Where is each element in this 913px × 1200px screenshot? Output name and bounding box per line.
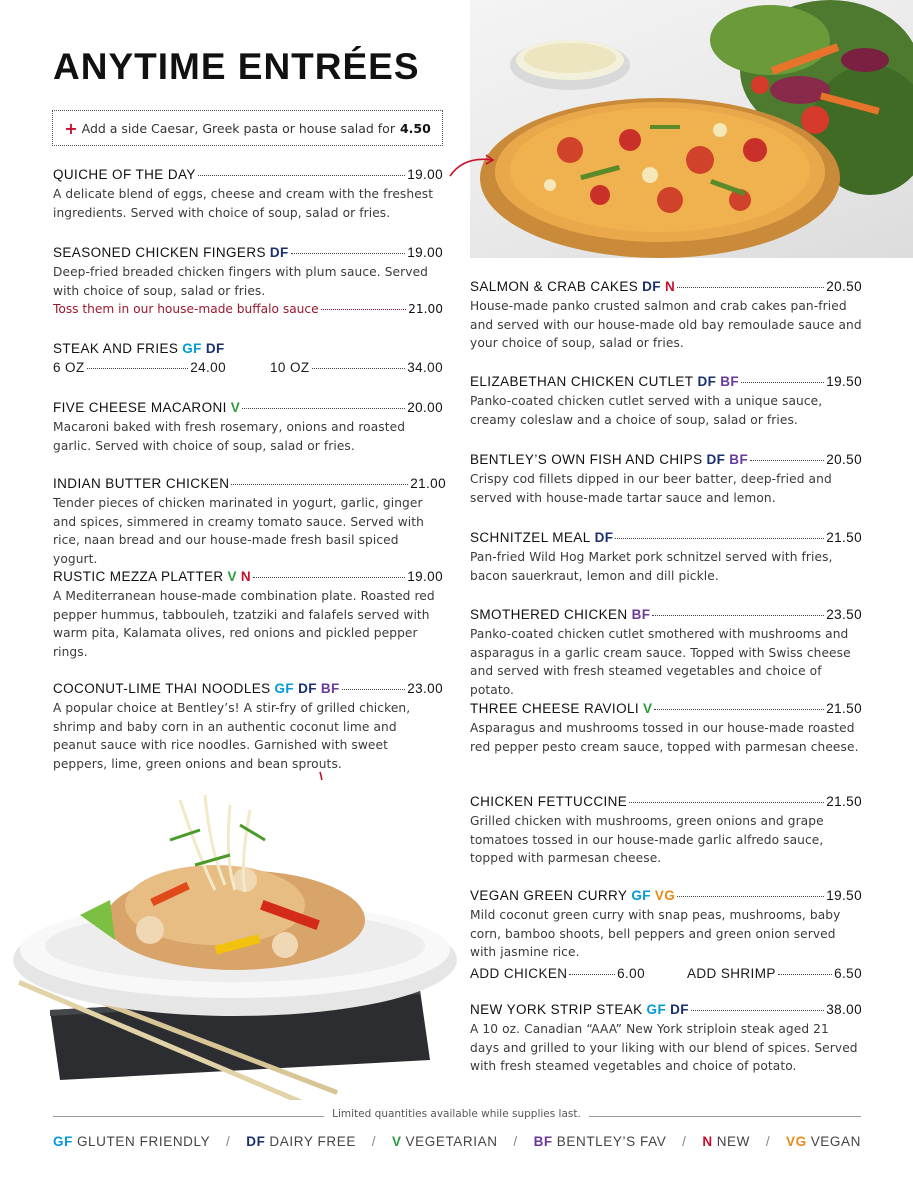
- item-name: SCHNITZEL MEAL: [470, 530, 591, 545]
- tag-bf: BF: [729, 452, 749, 467]
- menu-item-macaroni: [53, 400, 443, 455]
- menu-item-steak-fries: [53, 341, 443, 375]
- item-name: VEGAN GREEN CURRY: [470, 888, 628, 903]
- legend-code: DF: [246, 1134, 266, 1149]
- tag-df: DF: [205, 341, 225, 356]
- item-price: 23.50: [826, 607, 862, 622]
- option-label: 10 OZ: [270, 360, 310, 375]
- footer-note: [0, 1108, 913, 1120]
- menu-item-thai-noodles: [53, 681, 443, 773]
- option-price: 24.00: [190, 360, 226, 375]
- item-description: Panko-coated chicken cutlet served with a unique sauce, creamy coleslaw and a choice of soup, salad or fries.: [470, 394, 823, 427]
- upgrade-text: Toss them in our house-made buffalo sauce: [53, 302, 319, 316]
- item-price: 19.00: [407, 167, 443, 182]
- legend-separator: /: [513, 1134, 518, 1149]
- plus-icon: +: [64, 118, 78, 138]
- side-salad-note: [52, 110, 443, 146]
- legend-df: [246, 1134, 356, 1149]
- tag-df: DF: [697, 374, 717, 389]
- thai-noodles-photo: [0, 780, 462, 1100]
- item-price: 20.50: [826, 452, 862, 467]
- item-description: Tender pieces of chicken marinated in yogurt, garlic, ginger and spices, simmered in creamy tomato sauce. Served with rice, naan bread and our house-made fresh basil spiced yogurt.: [53, 496, 424, 566]
- legend-code: V: [391, 1134, 402, 1149]
- menu-item-ravioli: [470, 701, 862, 756]
- menu-item-schnitzel: [470, 530, 862, 585]
- tag-n: N: [240, 569, 252, 584]
- tag-df: DF: [642, 279, 661, 294]
- item-name: QUICHE OF THE DAY: [53, 167, 196, 182]
- noodle-bowl: [13, 795, 457, 1016]
- option-price: 6.00: [617, 965, 645, 981]
- legend-code: GF: [53, 1134, 73, 1149]
- legend-separator: /: [226, 1134, 231, 1149]
- item-price: 19.50: [826, 374, 862, 389]
- menu-item-fettuccine: [470, 794, 862, 868]
- noodles-illustration: [0, 780, 462, 1100]
- menu-item-vegan-curry: [470, 888, 862, 981]
- item-description: House-made panko crusted salmon and crab cakes pan-fried and served with our house-made old bay remoulade sauce and your choice of soup, salad or fries.: [470, 299, 862, 350]
- item-name: COCONUT-LIME THAI NOODLES: [53, 681, 271, 696]
- item-name: BENTLEY’S OWN FISH AND CHIPS: [470, 452, 703, 467]
- quiche-photo: [470, 0, 913, 258]
- item-price: 19.00: [407, 569, 443, 584]
- legend-label: NEW: [716, 1134, 750, 1149]
- item-name: INDIAN BUTTER CHICKEN: [53, 476, 230, 491]
- option-add-chicken: [470, 966, 645, 981]
- menu-item-chicken-cutlet: [470, 374, 862, 429]
- legend-gf: [53, 1134, 210, 1149]
- item-price: 21.50: [826, 701, 862, 716]
- tag-gf: GF: [646, 1002, 667, 1017]
- item-price: 21.00: [410, 476, 446, 491]
- tag-n: N: [664, 279, 676, 294]
- upgrade-price: 21.00: [408, 302, 443, 316]
- side-note-text: Add a side Caesar, Greek pasta or house salad for: [81, 120, 395, 136]
- option-price: 34.00: [407, 360, 443, 375]
- tag-df: DF: [670, 1002, 689, 1017]
- item-description: Grilled chicken with mushrooms, green onions and grape tomatoes tossed in our house-made garlic alfredo sauce, topped with parmesan cheese.: [470, 814, 824, 865]
- item-description: Pan-fried Wild Hog Market pork schnitzel served with fries, bacon sauerkraut, lemon and dill pickle.: [470, 550, 833, 583]
- tag-df: DF: [706, 452, 726, 467]
- option-6oz: [53, 360, 226, 375]
- legend-vg: [786, 1134, 861, 1149]
- side-note-price: 4.50: [399, 120, 431, 136]
- menu-item-quiche: [53, 167, 443, 222]
- menu-item-smothered-chicken: [470, 607, 862, 699]
- item-name: STEAK AND FRIES: [53, 341, 179, 356]
- legend-code: BF: [533, 1134, 553, 1149]
- item-description: A popular choice at Bentley’s! A stir-fry of grilled chicken, shrimp and baby corn in an authentic coconut lime and peanut sauce with rice noodles. Garnished with sweet peppers, lime, green onions and bean sprouts.: [53, 701, 411, 771]
- tag-v: V: [227, 569, 237, 584]
- item-name: NEW YORK STRIP STEAK: [470, 1002, 643, 1017]
- item-description: Macaroni baked with fresh rosemary, onions and roasted garlic. Served with choice of soup, salad or fries.: [53, 420, 406, 453]
- item-name: SMOTHERED CHICKEN: [470, 607, 628, 622]
- tag-v: V: [230, 400, 241, 415]
- option-10oz: [270, 360, 443, 375]
- item-price: 19.50: [826, 888, 862, 903]
- item-name: FIVE CHEESE MACARONI: [53, 400, 227, 415]
- item-description: Asparagus and mushrooms tossed in our house-made roasted red pepper pesto cream sauce, topped with parmesan cheese.: [470, 721, 859, 754]
- dip-cup: [510, 40, 630, 90]
- legend-bf: [534, 1134, 667, 1149]
- legend-code: VG: [785, 1134, 807, 1149]
- item-description: Mild coconut green curry with snap peas, mushrooms, baby corn, bamboo shoots, bell peppers and green onion served with jasmine rice.: [470, 908, 841, 959]
- buffalo-upgrade: [53, 302, 443, 316]
- option-add-shrimp: [687, 966, 862, 981]
- legend-separator: /: [765, 1134, 771, 1149]
- dietary-legend: [53, 1134, 861, 1149]
- tag-df: DF: [298, 681, 317, 696]
- tag-vg: VG: [654, 888, 676, 903]
- footer-note-text: Limited quantities available while supplies last.: [324, 1108, 589, 1120]
- menu-item-butter-chicken: [53, 476, 446, 568]
- tag-df: DF: [269, 245, 289, 260]
- legend-label: BENTLEY’S FAV: [556, 1134, 667, 1149]
- tag-bf: BF: [320, 681, 340, 696]
- menu-item-strip-steak: [470, 1002, 862, 1076]
- tag-bf: BF: [631, 607, 651, 622]
- tag-gf: GF: [274, 681, 295, 696]
- legend-label: DAIRY FREE: [269, 1134, 356, 1149]
- item-name: ELIZABETHAN CHICKEN CUTLET: [470, 374, 694, 389]
- menu-item-fish-chips: [470, 452, 862, 507]
- option-label: 6 OZ: [53, 360, 85, 375]
- menu-item-chicken-fingers: [53, 245, 443, 316]
- item-description: Panko-coated chicken cutlet smothered with mushrooms and asparagus in a garlic cream sauce. Topped with Swiss cheese and served with fresh steamed vegetables and choice of potato.: [470, 627, 851, 697]
- item-name: CHICKEN FETTUCCINE: [470, 794, 628, 809]
- tag-v: V: [643, 701, 653, 716]
- item-description: Crispy cod fillets dipped in our beer batter, deep-fried and served with house-made tartar sauce and lemon.: [470, 472, 832, 505]
- item-description: A 10 oz. Canadian “AAA” New York striploin steak aged 21 days and grilled to your liking with our blend of spices. Served with fresh steamed vegetables and choice of potato.: [470, 1022, 858, 1073]
- legend-label: VEGAN: [810, 1134, 861, 1149]
- option-price: 6.50: [834, 965, 862, 981]
- item-price: 21.50: [826, 530, 862, 545]
- item-name: RUSTIC MEZZA PLATTER: [53, 569, 224, 584]
- legend-separator: /: [682, 1134, 687, 1149]
- tag-gf: GF: [631, 888, 651, 903]
- item-description: A delicate blend of eggs, cheese and cream with the freshest ingredients. Served with choice of soup, salad or fries.: [53, 187, 434, 220]
- tag-bf: BF: [720, 374, 740, 389]
- option-label: ADD SHRIMP: [687, 965, 776, 981]
- item-price: 38.00: [826, 1002, 862, 1017]
- tag-gf: GF: [182, 341, 202, 356]
- item-name: SALMON & CRAB CAKES: [470, 279, 639, 294]
- legend-label: GLUTEN FRIENDLY: [76, 1134, 211, 1149]
- quiche-illustration: [470, 0, 913, 258]
- legend-code: N: [702, 1134, 713, 1149]
- item-price: 23.00: [407, 681, 443, 696]
- item-name: SEASONED CHICKEN FINGERS: [53, 245, 266, 260]
- option-label: ADD CHICKEN: [470, 965, 568, 981]
- item-price: 21.50: [826, 794, 862, 809]
- quiche: [480, 98, 840, 258]
- menu-item-salmon-crab-cakes: [470, 279, 862, 353]
- item-description: A Mediterranean house-made combination plate. Roasted red pepper hummus, tabbouleh, tzatziki and falafels served with warm pita, Kalamata olives, red onions and pickled pepper rings.: [53, 589, 435, 659]
- tag-df: DF: [594, 530, 614, 545]
- menu-item-mezza-platter: [53, 569, 443, 661]
- item-price: 20.50: [826, 279, 862, 294]
- quiche-arrow: [446, 150, 498, 180]
- item-price: 19.00: [407, 245, 443, 260]
- legend-v: [392, 1134, 498, 1149]
- item-description: Deep-fried breaded chicken fingers with plum sauce. Served with choice of soup, salad or fries.: [53, 265, 429, 298]
- item-price: 20.00: [407, 400, 443, 415]
- legend-separator: /: [371, 1134, 377, 1149]
- legend-n: [702, 1134, 750, 1149]
- legend-label: VEGETARIAN: [405, 1134, 498, 1149]
- item-name: THREE CHEESE RAVIOLI: [470, 701, 640, 716]
- page-title: ANYTIME ENTRÉES: [53, 46, 420, 87]
